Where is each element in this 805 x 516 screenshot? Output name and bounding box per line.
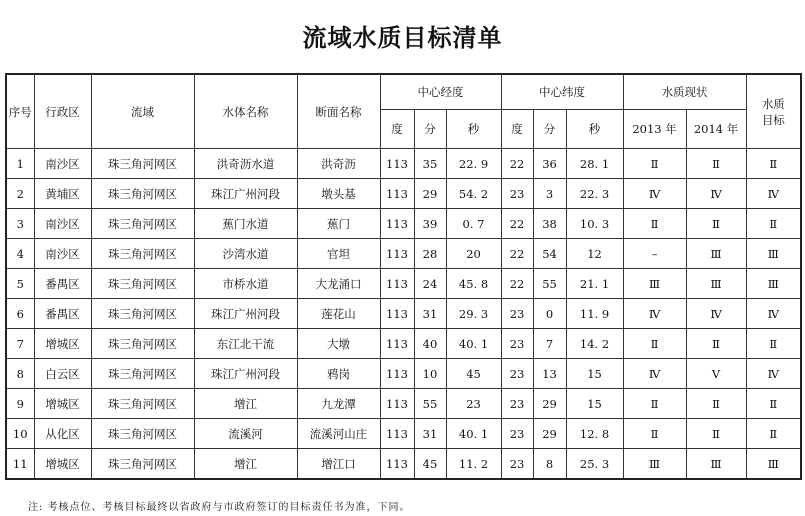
cell-lon-s: 20 xyxy=(446,239,501,269)
cell-lat-s: 15 xyxy=(566,389,623,419)
cell-q2014: Ⅱ xyxy=(686,149,746,179)
cell-section: 莲花山 xyxy=(297,299,380,329)
cell-q2013: Ⅳ xyxy=(623,359,686,389)
cell-lon-m: 35 xyxy=(414,149,446,179)
cell-lat-d: 23 xyxy=(501,299,533,329)
cell-lat-m: 38 xyxy=(533,209,566,239)
cell-q2013: Ⅱ xyxy=(623,149,686,179)
cell-section: 洪奇沥 xyxy=(297,149,380,179)
cell-lon-s: 11. 2 xyxy=(446,449,501,480)
cell-lat-s: 14. 2 xyxy=(566,329,623,359)
cell-target: Ⅳ xyxy=(746,299,801,329)
table-row xyxy=(6,239,801,269)
cell-lat-d: 23 xyxy=(501,329,533,359)
cell-water-body: 增江 xyxy=(194,389,297,419)
cell-lon-m: 31 xyxy=(414,419,446,449)
cell-district: 南沙区 xyxy=(34,209,91,239)
header-lon-min: 分 xyxy=(414,110,446,149)
table-row xyxy=(6,149,801,179)
cell-lat-d: 23 xyxy=(501,419,533,449)
cell-lon-s: 23 xyxy=(446,389,501,419)
cell-water-body: 增江 xyxy=(194,449,297,480)
cell-section: 鸦岗 xyxy=(297,359,380,389)
cell-q2013: Ⅱ xyxy=(623,389,686,419)
header-lon-deg: 度 xyxy=(380,110,414,149)
cell-section: 蕉门 xyxy=(297,209,380,239)
cell-lat-d: 23 xyxy=(501,449,533,480)
cell-q2013: Ⅱ xyxy=(623,419,686,449)
cell-lon-s: 45. 8 xyxy=(446,269,501,299)
cell-lon-s: 29. 3 xyxy=(446,299,501,329)
cell-lon-s: 40. 1 xyxy=(446,419,501,449)
table-body xyxy=(6,149,801,480)
cell-seq: 11 xyxy=(6,449,34,480)
cell-district: 白云区 xyxy=(34,359,91,389)
cell-lon-m: 45 xyxy=(414,449,446,480)
cell-lon-s: 0. 7 xyxy=(446,209,501,239)
cell-section: 大墩 xyxy=(297,329,380,359)
cell-lon-d: 113 xyxy=(380,329,414,359)
cell-q2014: Ⅳ xyxy=(686,179,746,209)
header-year-2014: 2014 年 xyxy=(686,110,746,149)
cell-lat-m: 29 xyxy=(533,389,566,419)
cell-section: 流溪河山庄 xyxy=(297,419,380,449)
header-latitude-group: 中心纬度 xyxy=(501,74,623,110)
table-row xyxy=(6,389,801,419)
cell-lon-s: 22. 9 xyxy=(446,149,501,179)
cell-lat-s: 22. 3 xyxy=(566,179,623,209)
cell-district: 南沙区 xyxy=(34,239,91,269)
table-row xyxy=(6,329,801,359)
cell-q2013: Ⅱ xyxy=(623,209,686,239)
cell-district: 番禺区 xyxy=(34,299,91,329)
cell-section: 大龙涌口 xyxy=(297,269,380,299)
cell-lat-s: 10. 3 xyxy=(566,209,623,239)
cell-lon-d: 113 xyxy=(380,239,414,269)
cell-district: 从化区 xyxy=(34,419,91,449)
cell-lat-s: 21. 1 xyxy=(566,269,623,299)
cell-lat-d: 22 xyxy=(501,149,533,179)
cell-seq: 5 xyxy=(6,269,34,299)
cell-q2013: Ⅲ xyxy=(623,449,686,480)
cell-lat-d: 22 xyxy=(501,209,533,239)
cell-lat-m: 3 xyxy=(533,179,566,209)
header-basin: 流域 xyxy=(91,74,194,149)
table-row xyxy=(6,359,801,389)
cell-q2014: Ⅲ xyxy=(686,269,746,299)
header-district: 行政区 xyxy=(34,74,91,149)
cell-water-body: 珠江广州河段 xyxy=(194,359,297,389)
cell-district: 增城区 xyxy=(34,389,91,419)
cell-water-body: 珠江广州河段 xyxy=(194,179,297,209)
cell-lon-d: 113 xyxy=(380,389,414,419)
document-title: 流域水质目标清单 xyxy=(302,23,503,52)
header-lat-min: 分 xyxy=(533,110,566,149)
cell-lon-d: 113 xyxy=(380,449,414,480)
cell-district: 南沙区 xyxy=(34,149,91,179)
cell-lon-s: 45 xyxy=(446,359,501,389)
cell-target: Ⅳ xyxy=(746,359,801,389)
cell-lat-m: 29 xyxy=(533,419,566,449)
cell-basin: 珠三角河网区 xyxy=(91,329,194,359)
cell-lon-m: 28 xyxy=(414,239,446,269)
header-lat-sec: 秒 xyxy=(566,110,623,149)
cell-lat-d: 23 xyxy=(501,179,533,209)
cell-water-body: 蕉门水道 xyxy=(194,209,297,239)
cell-lat-m: 0 xyxy=(533,299,566,329)
cell-lat-m: 13 xyxy=(533,359,566,389)
cell-lat-s: 12. 8 xyxy=(566,419,623,449)
table-row xyxy=(6,299,801,329)
header-section: 断面名称 xyxy=(297,74,380,149)
header-water-body: 水体名称 xyxy=(194,74,297,149)
header-target-line2: 目标 xyxy=(761,112,785,127)
cell-seq: 8 xyxy=(6,359,34,389)
cell-q2014: Ⅱ xyxy=(686,389,746,419)
cell-lat-s: 12 xyxy=(566,239,623,269)
cell-district: 黄埔区 xyxy=(34,179,91,209)
cell-basin: 珠三角河网区 xyxy=(91,389,194,419)
header-status-group: 水质现状 xyxy=(623,74,746,110)
cell-lat-s: 15 xyxy=(566,359,623,389)
cell-lat-s: 25. 3 xyxy=(566,449,623,480)
cell-lat-d: 23 xyxy=(501,389,533,419)
cell-section: 增江口 xyxy=(297,449,380,480)
cell-q2013: Ⅱ xyxy=(623,329,686,359)
cell-target: Ⅱ xyxy=(746,329,801,359)
cell-lon-d: 113 xyxy=(380,419,414,449)
cell-lon-s: 40. 1 xyxy=(446,329,501,359)
table-row xyxy=(6,269,801,299)
table-row xyxy=(6,179,801,209)
cell-q2014: Ⅲ xyxy=(686,239,746,269)
cell-water-body: 东江北干流 xyxy=(194,329,297,359)
cell-water-body: 洪奇沥水道 xyxy=(194,149,297,179)
header-target xyxy=(746,74,801,149)
cell-lon-d: 113 xyxy=(380,269,414,299)
cell-lon-m: 29 xyxy=(414,179,446,209)
cell-seq: 7 xyxy=(6,329,34,359)
cell-section: 九龙潭 xyxy=(297,389,380,419)
header-row-top xyxy=(6,74,801,110)
cell-lat-m: 55 xyxy=(533,269,566,299)
table-row xyxy=(6,419,801,449)
cell-lat-s: 28. 1 xyxy=(566,149,623,179)
cell-seq: 1 xyxy=(6,149,34,179)
cell-lon-d: 113 xyxy=(380,359,414,389)
cell-q2014: Ⅱ xyxy=(686,419,746,449)
cell-lon-m: 10 xyxy=(414,359,446,389)
cell-q2014: Ⅱ xyxy=(686,329,746,359)
header-lon-sec: 秒 xyxy=(446,110,501,149)
cell-q2014: Ⅳ xyxy=(686,299,746,329)
cell-target: Ⅱ xyxy=(746,209,801,239)
cell-lon-m: 55 xyxy=(414,389,446,419)
cell-water-body: 珠江广州河段 xyxy=(194,299,297,329)
cell-seq: 3 xyxy=(6,209,34,239)
cell-q2014: Ⅱ xyxy=(686,209,746,239)
cell-lat-d: 23 xyxy=(501,359,533,389)
cell-target: Ⅲ xyxy=(746,449,801,480)
water-quality-target-table xyxy=(5,73,802,480)
cell-seq: 2 xyxy=(6,179,34,209)
cell-seq: 6 xyxy=(6,299,34,329)
cell-basin: 珠三角河网区 xyxy=(91,269,194,299)
cell-target: Ⅲ xyxy=(746,269,801,299)
table-row xyxy=(6,209,801,239)
cell-water-body: 沙湾水道 xyxy=(194,239,297,269)
cell-target: Ⅱ xyxy=(746,389,801,419)
cell-q2013: Ⅳ xyxy=(623,299,686,329)
cell-lon-s: 54. 2 xyxy=(446,179,501,209)
cell-seq: 9 xyxy=(6,389,34,419)
cell-lon-m: 39 xyxy=(414,209,446,239)
cell-section: 墩头基 xyxy=(297,179,380,209)
cell-q2014: Ⅴ xyxy=(686,359,746,389)
cell-basin: 珠三角河网区 xyxy=(91,179,194,209)
cell-basin: 珠三角河网区 xyxy=(91,449,194,480)
cell-lon-d: 113 xyxy=(380,299,414,329)
cell-lon-m: 31 xyxy=(414,299,446,329)
cell-lat-m: 36 xyxy=(533,149,566,179)
cell-water-body: 流溪河 xyxy=(194,419,297,449)
cell-lon-d: 113 xyxy=(380,149,414,179)
header-longitude-group: 中心经度 xyxy=(380,74,501,110)
cell-basin: 珠三角河网区 xyxy=(91,239,194,269)
cell-basin: 珠三角河网区 xyxy=(91,149,194,179)
cell-seq: 4 xyxy=(6,239,34,269)
cell-district: 增城区 xyxy=(34,329,91,359)
table-row xyxy=(6,449,801,480)
cell-target: Ⅲ xyxy=(746,239,801,269)
cell-seq: 10 xyxy=(6,419,34,449)
cell-basin: 珠三角河网区 xyxy=(91,209,194,239)
cell-target: Ⅳ xyxy=(746,179,801,209)
cell-lat-d: 22 xyxy=(501,239,533,269)
cell-target: Ⅱ xyxy=(746,419,801,449)
header-lat-deg: 度 xyxy=(501,110,533,149)
cell-lon-d: 113 xyxy=(380,179,414,209)
cell-target: Ⅱ xyxy=(746,149,801,179)
cell-lon-d: 113 xyxy=(380,209,414,239)
cell-district: 增城区 xyxy=(34,449,91,480)
cell-lat-m: 54 xyxy=(533,239,566,269)
cell-lon-m: 40 xyxy=(414,329,446,359)
cell-water-body: 市桥水道 xyxy=(194,269,297,299)
cell-basin: 珠三角河网区 xyxy=(91,299,194,329)
cell-lat-m: 7 xyxy=(533,329,566,359)
cell-lon-m: 24 xyxy=(414,269,446,299)
cell-lat-m: 8 xyxy=(533,449,566,480)
cell-lat-s: 11. 9 xyxy=(566,299,623,329)
cell-q2014: Ⅲ xyxy=(686,449,746,480)
cell-section: 官坦 xyxy=(297,239,380,269)
cell-district: 番禺区 xyxy=(34,269,91,299)
cell-q2013: – xyxy=(623,239,686,269)
cell-basin: 珠三角河网区 xyxy=(91,419,194,449)
footnote: 注: 考核点位、考核目标最终以省政府与市政府签订的目标责任书为准，下同。 xyxy=(28,502,411,513)
cell-lat-d: 22 xyxy=(501,269,533,299)
header-year-2013: 2013 年 xyxy=(623,110,686,149)
cell-q2013: Ⅳ xyxy=(623,179,686,209)
cell-basin: 珠三角河网区 xyxy=(91,359,194,389)
header-seq: 序号 xyxy=(6,74,34,149)
cell-q2013: Ⅲ xyxy=(623,269,686,299)
header-target-line1: 水质 xyxy=(761,96,785,111)
